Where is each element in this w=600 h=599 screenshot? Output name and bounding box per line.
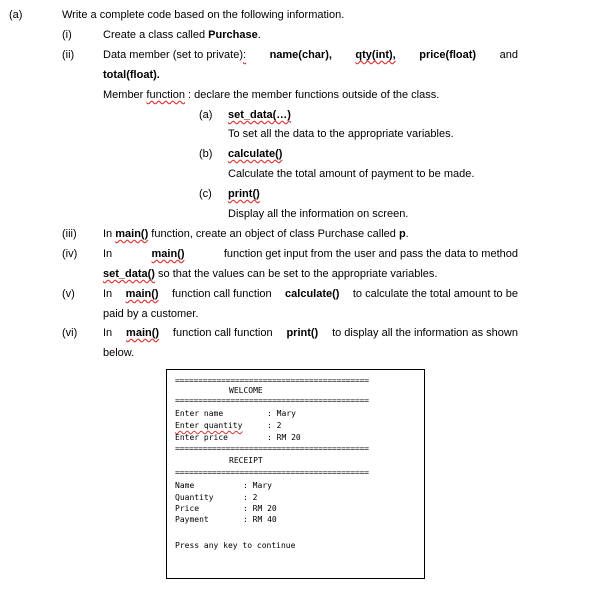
console-input-price-value: : RM 20: [267, 433, 301, 442]
sub-a-letter: (a): [199, 109, 213, 121]
item-v-calculate: calculate(): [285, 288, 340, 300]
console-output-name-label: Name: [175, 481, 195, 490]
member-price: price(float): [419, 49, 477, 61]
class-name: Purchase: [208, 29, 258, 41]
console-separator: ==========================================: [175, 376, 369, 385]
item-ii-a: [103, 49, 246, 61]
item-iv-c: function get input from the user and pass the data to method: [223, 248, 518, 260]
item-iv-line1: [103, 248, 518, 260]
item-v-line2: paid by a customer.: [103, 308, 199, 320]
item-iv-a: In: [103, 248, 113, 260]
item-vi-print: print(): [286, 327, 319, 339]
item-iii-num: (iii): [62, 228, 77, 240]
console-output-price-label: Price: [175, 504, 200, 513]
console-footer: Press any key to continue: [175, 541, 296, 550]
sub-b-letter: (b): [199, 148, 213, 160]
object-name: p: [398, 228, 406, 240]
item-iii-text: [103, 228, 409, 240]
console-separator: ==========================================: [175, 444, 369, 453]
sub-c-letter: (c): [199, 188, 212, 200]
item-vi-main: main(): [126, 327, 160, 339]
item-vi-line1: [103, 327, 518, 339]
member-function-heading: [103, 89, 439, 101]
item-i-num: (i): [62, 29, 72, 41]
mf-label-a: Member: [103, 89, 147, 101]
mf-label-b: function: [146, 89, 185, 101]
item-vi-e: to display all the information as shown: [332, 327, 518, 339]
console-output-figure: [166, 369, 425, 579]
item-v-line1: [103, 288, 518, 300]
console-input-qty-value: : 2: [267, 421, 282, 430]
item-vi-a: In: [103, 327, 113, 339]
item-vi-num: (vi): [62, 327, 78, 339]
console-separator: ==========================================: [175, 396, 369, 405]
item-v-c: function call function: [171, 288, 272, 300]
item-v-e: to calculate the total amount to be: [352, 288, 518, 300]
console-input-price-label: Enter price: [175, 433, 228, 442]
console-input-name-value: : Mary: [267, 409, 296, 418]
item-ii-a-text: Data member (set to private): [103, 49, 243, 61]
question-intro: Write a complete code based on the following information.: [62, 9, 345, 21]
item-iii-main: main(): [115, 228, 149, 240]
item-i-text: [103, 29, 261, 41]
sub-a-name: set_data(…): [228, 109, 291, 121]
item-v-main: main(): [125, 288, 159, 300]
item-iv-line2: [103, 268, 437, 280]
console-output-payment-label: Payment: [175, 515, 209, 524]
item-vi-c: function call function: [172, 327, 273, 339]
item-iii-a: In: [103, 228, 116, 240]
item-v-num: (v): [62, 288, 75, 300]
item-ii-colon: :: [243, 49, 247, 61]
console-input-qty-label: Enter quantity: [175, 421, 243, 430]
item-vi-line2: below.: [103, 347, 135, 359]
console-welcome: WELCOME: [229, 386, 263, 395]
sub-b-desc: Calculate the total amount of payment to be made.: [228, 168, 475, 180]
sub-b-name: calculate(): [228, 148, 283, 160]
console-separator: ==========================================: [175, 468, 369, 477]
member-total: total(float).: [103, 69, 160, 81]
sub-c-desc: Display all the information on screen.: [228, 208, 409, 220]
console-output-price-value: : RM 20: [243, 504, 277, 513]
item-i-text-c: .: [257, 29, 261, 41]
item-iii-e: .: [405, 228, 409, 240]
question-label: (a): [9, 9, 23, 21]
console-input-name-label: Enter name: [175, 409, 224, 418]
console-output-name-value: : Mary: [243, 481, 272, 490]
console-output-qty-label: Quantity: [175, 493, 214, 502]
sub-c-name: print(): [228, 188, 260, 200]
item-ii-line1: [103, 49, 518, 61]
member-qty: qty(int),: [355, 49, 396, 61]
item-v-a: In: [103, 288, 113, 300]
console-output-qty-value: : 2: [243, 493, 258, 502]
item-ii-num: (ii): [62, 49, 75, 61]
item-iv-num: (iv): [62, 248, 78, 260]
member-name: name(char),: [269, 49, 332, 61]
item-iii-c: function, create an object of class Purchase called: [148, 228, 399, 240]
item-i-text-a: Create a class called: [103, 29, 209, 41]
item-iv-setdata: set_data(): [103, 268, 155, 280]
console-output-payment-value: : RM 40: [243, 515, 277, 524]
item-iv-line2-rest: so that the values can be set to the appropriate variables.: [154, 268, 438, 280]
sub-a-desc: To set all the data to the appropriate variables.: [228, 128, 454, 140]
console-receipt: RECEIPT: [229, 456, 263, 465]
item-ii-and: and: [499, 49, 518, 61]
item-iv-main: main(): [151, 248, 185, 260]
mf-label-c: : declare the member functions outside of the class.: [184, 89, 440, 101]
